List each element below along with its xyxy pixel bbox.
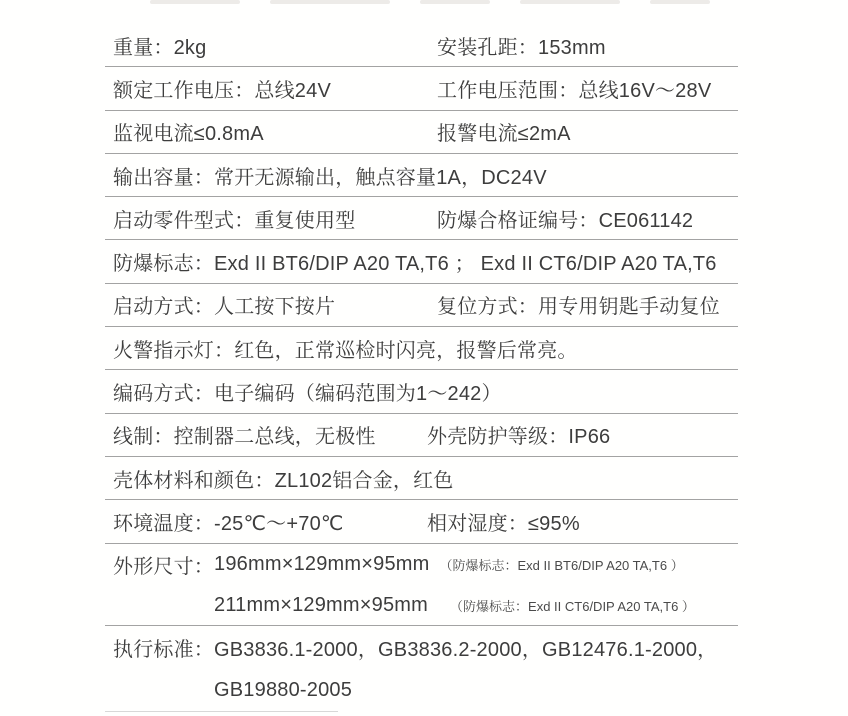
spec-ex-certificate-no: 防爆合格证编号：CE061142 (437, 209, 694, 232)
spec-dimensions-value-2: 211mm×129mm×95mm (214, 593, 429, 616)
spec-weight: 重量：2kg (113, 36, 207, 59)
spec-dimensions-line (214, 544, 738, 585)
spec-coding-method: 编码方式：电子编码（编码范围为1～242） (113, 383, 502, 406)
spec-start-part-type: 启动零件型式：重复使用型 (113, 209, 356, 232)
spec-monitor-current: 监视电流≤0.8mA (113, 123, 264, 146)
spec-standards-line-2: GB19880-2005 (214, 678, 353, 701)
cropped-text-remnant (520, 0, 620, 4)
spec-activation-method: 启动方式：人工按下按片 (113, 296, 336, 319)
spec-mounting-hole-distance: 安装孔距：153mm (437, 36, 606, 59)
spec-standards-line-1: GB3836.1-2000，GB3836.2-2000，GB12476.1-2000， (214, 638, 718, 661)
spec-row-fire-indicator (105, 327, 738, 370)
spec-dimensions-note-2: （防爆标志：Exd II CT6/DIP A20 TA,T6 ） (450, 598, 695, 614)
spec-row-start-part (105, 197, 738, 240)
spec-row-output-capacity (105, 154, 738, 197)
spec-row-weight-holes (105, 24, 738, 67)
product-spec-table (105, 24, 738, 712)
spec-row-voltage (105, 67, 738, 110)
spec-relative-humidity: 相对湿度：≤95% (427, 512, 580, 535)
spec-reset-method: 复位方式：用专用钥匙手动复位 (437, 296, 720, 319)
spec-ex-marking: 防爆标志：Exd II BT6/DIP A20 TA,T6 ； Exd II CT6/DIP A20 TA,T6 (113, 253, 717, 276)
cropped-text-remnant (650, 0, 710, 4)
spec-row-housing (105, 457, 738, 500)
spec-dimensions-values (214, 544, 738, 625)
spec-voltage-range: 工作电压范围：总线16V～28V (437, 79, 712, 102)
spec-ambient-temperature: 环境温度：-25℃～+70℃ (113, 512, 344, 535)
spec-row-ex-marking (105, 240, 738, 283)
spec-standards-values (214, 626, 738, 712)
spec-fire-indicator: 火警指示灯：红色，正常巡检时闪亮，报警后常亮。 (113, 339, 578, 362)
cropped-bottom-divider (105, 711, 338, 712)
spec-row-standards (105, 626, 738, 712)
spec-dimensions-line (214, 585, 738, 626)
spec-row-coding (105, 370, 738, 413)
spec-dimensions-value-1: 196mm×129mm×95mm (214, 552, 430, 575)
spec-housing-material-color: 壳体材料和颜色：ZL102铝合金，红色 (113, 469, 454, 492)
cropped-text-remnant (150, 0, 240, 4)
spec-alarm-current: 报警电流≤2mA (437, 123, 571, 146)
spec-ip-rating: 外壳防护等级：IP66 (427, 426, 611, 449)
spec-row-environment (105, 500, 738, 543)
cropped-text-remnant (270, 0, 390, 4)
spec-dimensions-note-1: （防爆标志：Exd II BT6/DIP A20 TA,T6 ） (439, 557, 684, 573)
spec-standards-label: 执行标准： (113, 638, 214, 661)
spec-row-current (105, 111, 738, 154)
cropped-text-remnant (420, 0, 490, 4)
spec-dimensions-label: 外形尺寸： (113, 555, 214, 578)
spec-row-wiring-ip (105, 414, 738, 457)
spec-wiring-system: 线制：控制器二总线，无极性 (113, 426, 376, 449)
spec-row-activation-reset (105, 284, 738, 327)
spec-row-dimensions (105, 544, 738, 626)
spec-rated-voltage: 额定工作电压：总线24V (113, 79, 331, 102)
spec-output-capacity: 输出容量：常开无源输出，触点容量1A，DC24V (113, 166, 547, 189)
